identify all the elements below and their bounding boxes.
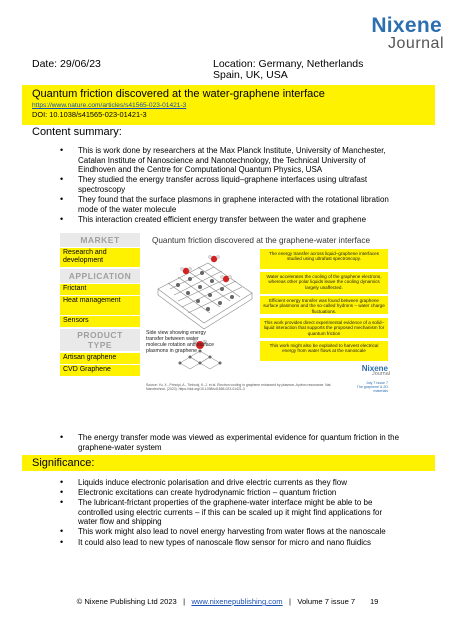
summary-bullet: • They found that the surface plasmons in graphene interacted with the rotational libration mode of the water molecule xyxy=(60,195,400,214)
figure-logo xyxy=(350,364,390,378)
figure-finding-box: Efficient energy transfer was found between graphene surface plasmons and the so-called hydrons – water charge fluctuations. xyxy=(260,296,388,314)
figure-finding-box: This work provides direct experimental evidence of a solid–liquid interaction that supports the proposed mechanism for quantum friction xyxy=(260,318,388,338)
market-heading: MARKET xyxy=(60,233,140,247)
article-doi: DOI: 10.1038/s41565-023-01421-3 xyxy=(32,110,147,119)
significance-bullet: • Electronic excitations can create hydrodynamic friction – quantum friction xyxy=(60,488,400,498)
infographic-figure xyxy=(60,233,390,421)
article-location xyxy=(213,59,433,81)
graphene-lattice-illustration xyxy=(148,249,256,379)
figure-issue-label xyxy=(352,381,388,394)
figure-issue-line-1: July 7 Issue 7 xyxy=(366,381,388,385)
figure-finding-box: Water accelerates the cooling of the graphene electrons, whereas other polar liquids leave the cooling dynamics largely unaffected. xyxy=(260,272,388,294)
footer-separator: | xyxy=(288,597,291,606)
location-line-2: Spain, UK, USA xyxy=(213,69,288,81)
figure-issue-line-2: The graphene & 2D materials xyxy=(356,385,388,394)
figure-logo-brand: Nixene xyxy=(361,364,388,373)
logo-brand: Nixene xyxy=(371,14,442,37)
figure-finding-box: This work might also be exploited to harvest electrical energy from water flows at the nanoscale xyxy=(260,341,388,361)
summary-bullet: • This is work done by researchers at the Max Planck Institute, University of Manchester, Catalan Institute of Nanoscience and Nanotechnology, the Technical University of Eindhoven and the Centre for Computational Quantum Physics, USA xyxy=(60,146,400,175)
article-title: Quantum friction discovered at the water-graphene interface xyxy=(32,88,325,100)
figure-finding-box: The energy transfer across liquid–graphene interfaces studied using ultrafast spectroscopy. xyxy=(260,249,388,269)
significance-list xyxy=(60,478,400,548)
summary-list xyxy=(60,146,400,225)
summary-list-continued xyxy=(60,433,400,453)
significance-bullet: • It could also lead to new types of nanoscale flow sensor for micro and nano fluidics xyxy=(60,538,400,548)
footer-copyright: © Nixene Publishing Ltd 2023 xyxy=(76,597,177,606)
article-title-box xyxy=(22,85,435,125)
significance-bullet: • The lubricant-frictant properties of the graphene-water interface might be able to be controlled using electric currents – if this can be scaled up it might find applications for water flow and shipping xyxy=(60,498,400,527)
market-item: Research and development xyxy=(60,248,140,267)
significance-bullet: • This work might also lead to novel energy harvesting from water flows at the nanoscale xyxy=(60,527,400,537)
application-item: Heat management xyxy=(60,296,140,315)
page-footer xyxy=(0,597,455,606)
application-heading: APPLICATION xyxy=(60,269,140,283)
application-item: Sensors xyxy=(60,316,140,327)
summary-bullet: • The energy transfer mode was viewed as experimental evidence for quantum friction in the graphene-water system xyxy=(60,433,400,452)
footer-separator: | xyxy=(183,597,186,606)
figure-sidebar xyxy=(60,233,140,421)
article-meta xyxy=(22,57,435,87)
figure-source: Source: Yu, X., Principi, A., Tielrooij, K.-J. et al. Electron cooling in graphene enhanced by plasmon–hydron resonance. Nat. Nanotechnol. (2023). https://doi.org/10.1038/s41565-023-01421-3 xyxy=(146,383,332,391)
product-item: CVD Graphene xyxy=(60,365,140,376)
significance-bullet: • Liquids induce electronic polarisation and drive electric currents as they flow xyxy=(60,478,400,488)
application-item: Frictant xyxy=(60,284,140,295)
figure-logo-suffix: Journal xyxy=(371,371,390,377)
location-line-1: Location: Germany, Netherlands xyxy=(213,58,364,70)
product-type-heading xyxy=(60,329,140,351)
significance-heading: Significance: xyxy=(22,455,435,471)
illustration-caption: Side view showing energy transfer between water molecule rotation and surface plasmons in graphene xyxy=(146,330,215,354)
journal-logo xyxy=(336,14,446,50)
article-url-link[interactable]: https://www.nature.com/articles/s41565-023-01421-3 xyxy=(32,102,187,109)
product-heading-line-1: PRODUCT xyxy=(77,330,123,340)
footer-website-link[interactable]: www.nixenepublishing.com xyxy=(191,597,283,606)
summary-bullet: • This interaction created efficient energy transfer between the water and graphene xyxy=(60,215,400,225)
product-item: Artisan graphene xyxy=(60,353,140,364)
figure-title: Quantum friction discovered at the graphene-water interface xyxy=(152,236,370,245)
article-date: Date: 29/06/23 xyxy=(32,58,101,70)
product-heading-line-2: TYPE xyxy=(87,340,113,350)
page-number: 19 xyxy=(369,597,379,606)
footer-volume: Volume 7 issue 7 xyxy=(297,597,356,606)
summary-bullet: • They studied the energy transfer across liquid–graphene interfaces using ultrafast spectroscopy xyxy=(60,175,400,194)
logo-suffix: Journal xyxy=(388,35,444,52)
summary-heading: Content summary: xyxy=(32,126,122,138)
